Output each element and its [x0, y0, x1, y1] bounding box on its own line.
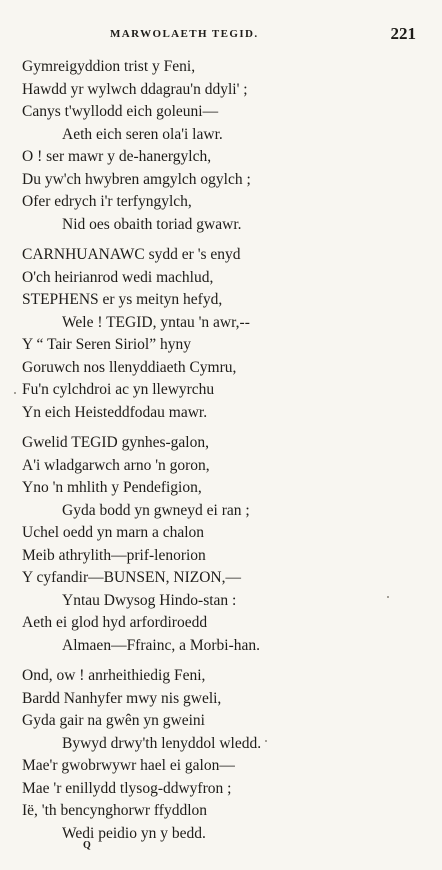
signature-mark: Q [83, 840, 91, 851]
stanza-4 [22, 665, 422, 845]
verse-line: CARNHUANAWC sydd er 's enyd [22, 246, 241, 263]
verse-line: Hawdd yr wylwch ddagrau'n ddyli' ; [22, 80, 248, 98]
verse-line: Bywyd drwy'th lenyddol wledd. [62, 734, 262, 752]
verse-line: Wele ! TEGID, yntau 'n awr,-- [62, 313, 250, 331]
verse-line: Yn eich Heisteddfodau mawr. [22, 403, 208, 421]
verse-line: A'i wladgarwch arno 'n goron, [22, 456, 210, 474]
verse-line: Du yw'ch hwybren amgylch ogylch ; [22, 170, 251, 188]
verse-line: Fu'n cylchdroi ac yn llewyrchu [22, 381, 215, 398]
page-number: 221 [390, 24, 416, 43]
verse-line: Gyda bodd yn gwneyd ei ran ; [62, 501, 250, 519]
verse-line: Aeth ei glod hyd arfordiroedd [22, 614, 208, 631]
verse-line: Gyda gair na gwên yn gweini [22, 712, 205, 729]
running-title: MARWOLAETH TEGID. [110, 28, 259, 40]
verse-line: STEPHENS er ys meityn hefyd, [22, 291, 223, 308]
verse-line: Ofer edrych i'r terfyngylch, [22, 193, 192, 210]
verse-line: Aeth eich seren ola'i lawr. [62, 125, 223, 143]
verse-line: Almaen—Ffrainc, a Morbi-han. [62, 636, 260, 654]
verse-line: Bardd Nanhyfer mwy nis gweli, [22, 689, 222, 707]
paper-speck [265, 740, 267, 742]
verse-line: Ië, 'th bencynghorwr ffyddlon [22, 802, 208, 819]
paper-speck [387, 596, 389, 598]
verse-line: O'ch heirianrod wedi machlud, [22, 268, 214, 286]
verse-line: Y cyfandir—BUNSEN, NIZON,— [22, 569, 241, 586]
verse-line: Goruwch nos llenyddiaeth Cymru, [22, 358, 237, 376]
verse-line: Gymreigyddion trist y Feni, [22, 58, 196, 75]
verse-line: Gwelid TEGID gynhes-galon, [22, 434, 209, 451]
stanza-1 [22, 56, 422, 236]
verse-line: Uchel oedd yn marn a chalon [22, 524, 205, 541]
verse-line: Nid oes obaith toriad gwawr. [62, 215, 242, 233]
verse-line: O ! ser mawr y de-hanergylch, [22, 148, 212, 165]
verse-line: Yno 'n mhlith y Pendefigion, [22, 479, 202, 496]
verse-line: Meib athrylith—prif-lenorion [22, 546, 206, 564]
verse-line: Mae'r gwobrwywr hael ei galon— [22, 757, 235, 774]
verse-line: Wedi peidio yn y bedd. [62, 824, 206, 842]
verse-line: Y “ Tair Seren Siriol” hyny [22, 336, 191, 353]
verse-line: Mae 'r enillydd tlysog-ddwyfron ; [22, 779, 232, 797]
verse-line: Ond, ow ! anrheithiedig Feni, [22, 667, 206, 684]
paper-speck [14, 392, 16, 394]
running-header [20, 26, 422, 48]
verse-line: Canys t'wyllodd eich goleuni— [22, 103, 219, 120]
stanza-3 [22, 432, 422, 657]
verse-line: Yntau Dwysog Hindo-stan : [62, 591, 237, 609]
stanza-2 [22, 244, 422, 424]
